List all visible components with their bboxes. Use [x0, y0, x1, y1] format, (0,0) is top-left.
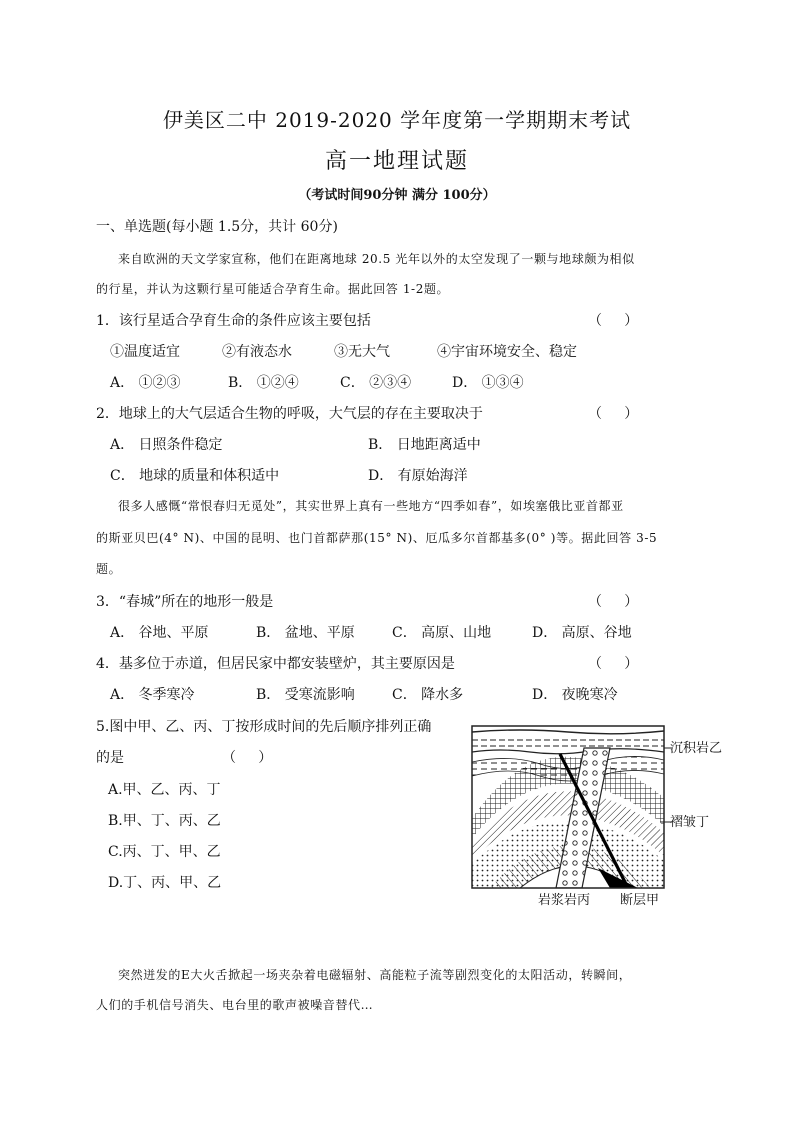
label-fold: 褶皱丁 — [670, 815, 710, 830]
q1-stem: 1．该行星适合孕育生命的条件应该主要包括 — [96, 313, 371, 329]
q4-option-c: C． 降水多 — [392, 687, 464, 703]
passage2-line1: 很多人感慨“常恨春归无觅处”，其实世界上真有一些地方“四季如春”，如埃塞俄比亚首都亚 — [118, 499, 624, 513]
q3-answer-paren: （ ） — [588, 594, 639, 610]
passage1-line2: 的行星，并认为这颗行星可能适合孕育生命。据此回答 1-2题。 — [96, 282, 450, 296]
label-fault: 断层甲 — [620, 893, 660, 908]
q3-option-c: C． 高原、山地 — [392, 625, 492, 641]
q4-option-a: A． 冬季寒冷 — [110, 687, 195, 703]
q3-option-d: D． 高原、谷地 — [532, 625, 632, 641]
q4-option-d: D． 夜晚寒冷 — [532, 687, 618, 703]
q1-item-1: ①温度适宜 — [110, 344, 180, 360]
label-magma-rock: 岩浆岩丙 — [538, 893, 591, 908]
subject-title: 高一地理试题 — [324, 149, 469, 174]
q2-stem: 2．地球上的大气层适合生物的呼吸，大气层的存在主要取决于 — [96, 406, 483, 422]
q1-answer-paren: （ ） — [588, 313, 639, 329]
q4-stem: 4．基多位于赤道，但居民家中都安装壁炉，其主要原因是 — [96, 656, 455, 672]
rock-strata — [472, 726, 664, 888]
q5-option-d: D.丁、丙、甲、乙 — [108, 875, 222, 891]
q5-option-a: A.甲、乙、丙、丁 — [108, 782, 221, 798]
passage3-line2: 人们的手机信号消失、电台里的歌声被噪音替代… — [96, 998, 374, 1012]
q4-answer-paren: （ ） — [588, 656, 639, 672]
q1-item-2: ②有液态水 — [222, 344, 292, 360]
q5-option-b: B.甲、丁、丙、乙 — [108, 813, 221, 829]
q2-option-b: B． 日地距离适中 — [368, 437, 481, 453]
q4-option-b: B． 受寒流影响 — [256, 687, 355, 703]
q1-item-4: ④宇宙环境安全、稳定 — [437, 344, 577, 360]
q1-option-d: D． ①③④ — [452, 375, 524, 391]
q3-option-b: B． 盆地、平原 — [256, 625, 355, 641]
q5-stem-line1: 5.图中甲、乙、丙、丁按形成时间的先后顺序排列正确 — [96, 719, 432, 735]
passage2-line3: 题。 — [96, 562, 122, 576]
q3-stem: 3．“春城”所在的地形一般是 — [96, 594, 274, 610]
q5-stem-line2: 的是 — [96, 750, 124, 766]
q1-item-3: ③无大气 — [334, 344, 390, 360]
section-heading: 一、单选题(每小题 1.5分，共计 60分) — [96, 219, 338, 235]
q3-option-a: A． 谷地、平原 — [110, 625, 209, 641]
exam-title: 伊美区二中 2019-2020 学年度第一学期期末考试 — [162, 108, 632, 132]
exam-info: （考试时间90分钟 满分 100分） — [298, 188, 496, 203]
label-sedimentary-rock: 沉积岩乙 — [670, 741, 723, 756]
geology-cross-section-figure — [460, 718, 730, 908]
q2-answer-paren: （ ） — [588, 406, 639, 422]
q2-option-d: D． 有原始海洋 — [368, 468, 468, 484]
passage1-line1: 来自欧洲的天文学家宣称，他们在距离地球 20.5 光年以外的太空发现了一颗与地球颇为相似 — [118, 252, 635, 266]
q2-option-c: C． 地球的质量和体积适中 — [110, 468, 280, 484]
q1-option-b: B． ①②④ — [228, 375, 299, 391]
q2-option-a: A． 日照条件稳定 — [110, 437, 223, 453]
q5-option-c: C.丙、丁、甲、乙 — [108, 844, 221, 860]
passage3-line1: 突然迸发的E大火舌掀起一场夹杂着电磁辐射、高能粒子流等剧烈变化的太阳活动，转瞬间， — [118, 968, 632, 982]
q1-option-c: C． ②③④ — [340, 375, 412, 391]
q1-option-a: A． ①②③ — [110, 375, 181, 391]
passage2-line2: 的斯亚贝巴(4° N)、中国的昆明、也门首都萨那(15° N)、厄瓜多尔首都基多(0° )等。据此回答 3-5 — [96, 531, 658, 545]
q5-answer-paren: （ ） — [222, 750, 273, 766]
